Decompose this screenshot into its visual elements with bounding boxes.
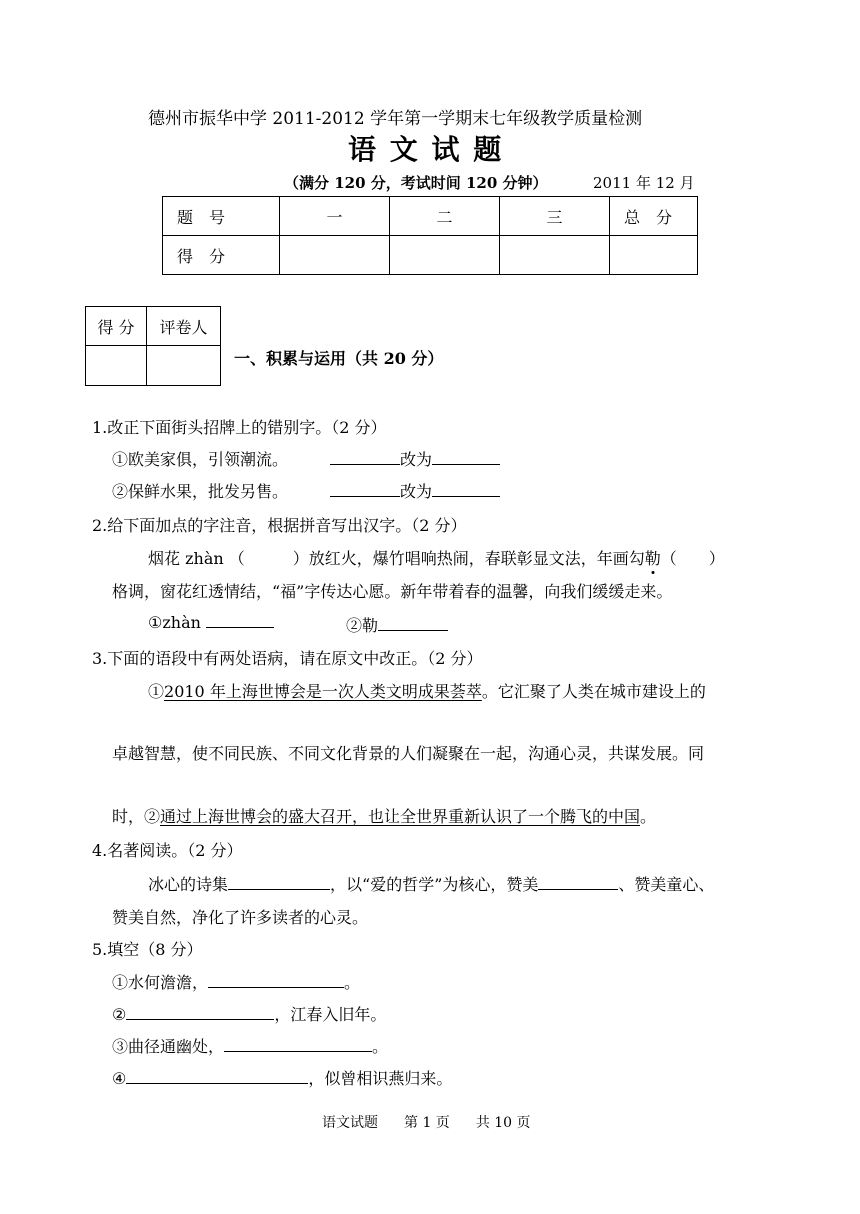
q3-stem: 3.下面的语段中有两处语病，请在原文中改正。（2 分） xyxy=(92,649,483,668)
q2-line2: 格调，窗花红透情结，“福”字传达心愿。新年带着春的温馨，向我们缓缓走来。 xyxy=(112,582,673,601)
q1-answer2 xyxy=(330,479,500,502)
q2-dotted-char: 勒 xyxy=(644,549,661,568)
q5-blank4[interactable] xyxy=(126,1069,308,1084)
score-row-label: 得 分 xyxy=(163,236,280,275)
q2-blank1[interactable] xyxy=(206,613,274,628)
q5-item3 xyxy=(112,1034,388,1057)
q3-line1-rest: 。它汇聚了人类在城市建设上的 xyxy=(481,682,706,701)
score-header-cell: 总 分 xyxy=(610,197,698,236)
q1-item1: ①欧美家俱，引领潮流。 xyxy=(112,450,289,469)
q4-text-a: 冰心的诗集 xyxy=(148,875,229,894)
q1-blank2a[interactable] xyxy=(330,482,400,497)
q5-blank2[interactable] xyxy=(126,1005,274,1020)
grader-score-cell[interactable] xyxy=(86,346,147,386)
score-header-cell: 一 xyxy=(280,197,390,236)
q4-text-c: 、赞美童心、 xyxy=(618,875,715,894)
q5-item1-end: 。 xyxy=(344,973,361,992)
q1-blank2b[interactable] xyxy=(432,482,500,497)
q5-item4-text: ，似曾相识燕归来。 xyxy=(308,1069,453,1088)
footer-page-number: 第 1 页 xyxy=(404,1115,450,1131)
q3-line3 xyxy=(112,804,656,827)
q4-line1 xyxy=(148,872,714,895)
q2-line1 xyxy=(148,546,725,569)
q4-blank2[interactable] xyxy=(538,875,618,890)
score-input-cell[interactable] xyxy=(610,236,698,275)
q5-stem: 5.填空（8 分） xyxy=(92,940,203,959)
score-input-cell[interactable] xyxy=(390,236,500,275)
exam-title: 语 文 试 题 xyxy=(348,133,504,166)
q4-stem: 4.名著阅读。（2 分） xyxy=(92,841,243,860)
grader-score-label: 得 分 xyxy=(86,307,147,346)
q2-ans1-label: ①zhàn xyxy=(148,613,201,632)
q2-ans2-label: ②勒 xyxy=(346,616,379,635)
change-to-label: 改为 xyxy=(400,482,433,501)
q5-item4 xyxy=(112,1066,452,1089)
q3-underlined1: 2010 年上海世博会是一次人类文明成果荟萃 xyxy=(164,682,482,701)
q5-item1-text: ①水何澹澹， xyxy=(112,973,209,992)
q3-marker2: 时，② xyxy=(112,807,161,826)
q4-blank1[interactable] xyxy=(228,875,330,890)
q2-blank2[interactable] xyxy=(378,616,448,631)
score-input-cell[interactable] xyxy=(280,236,390,275)
score-header-cell: 三 xyxy=(500,197,610,236)
footer-total-pages: 共 10 页 xyxy=(475,1115,531,1131)
q4-line2: 赞美自然，净化了许多读者的心灵。 xyxy=(112,908,369,927)
score-header-cell: 二 xyxy=(390,197,500,236)
grader-name-cell[interactable] xyxy=(147,346,221,386)
grader-box xyxy=(85,306,221,386)
grader-name-label: 评卷人 xyxy=(147,307,221,346)
score-header-cell: 题 号 xyxy=(163,197,280,236)
school-line: 德州市振华中学 2011-2012 学年第一学期末七年级教学质量检测 xyxy=(148,109,643,129)
q3-line2: 卓越智慧，使不同民族、不同文化背景的人们凝聚在一起，沟通心灵，共谋发展。同 xyxy=(112,744,705,763)
q1-blank1b[interactable] xyxy=(432,450,500,465)
score-table xyxy=(162,196,698,275)
q5-item4-marker: ④ xyxy=(112,1069,127,1088)
q5-item3-end: 。 xyxy=(372,1037,389,1056)
q2-answer2 xyxy=(346,613,448,636)
q5-blank3[interactable] xyxy=(224,1037,372,1052)
q3-line1 xyxy=(148,679,706,702)
q1-answer1 xyxy=(330,447,500,470)
q5-item2 xyxy=(112,1002,386,1025)
q3-marker1: ① xyxy=(148,682,165,701)
footer-subject: 语文试题 xyxy=(322,1115,378,1131)
q4-text-b: ，以“爱的哲学”为核心，赞美 xyxy=(330,875,539,894)
exam-meta: （满分 120 分，考试时间 120 分钟） xyxy=(284,174,548,192)
section-title: 一、积累与运用（共 20 分） xyxy=(234,349,444,368)
change-to-label: 改为 xyxy=(400,450,433,469)
q2-answer1 xyxy=(148,613,274,632)
footer xyxy=(322,1112,531,1132)
q2-stem: 2.给下面加点的字注音，根据拼音写出汉字。（2 分） xyxy=(92,516,467,535)
q1-blank1a[interactable] xyxy=(330,450,400,465)
q2-line1-paren: （ ） xyxy=(660,549,725,568)
q5-item2-marker: ② xyxy=(112,1005,127,1024)
exam-date: 2011 年 12 月 xyxy=(593,174,695,192)
q3-underlined2: 通过上海世博会的盛大召开，也让全世界重新认识了一个腾飞的中国 xyxy=(160,807,641,826)
q1-item2: ②保鲜水果，批发另售。 xyxy=(112,482,289,501)
q3-line3-rest: 。 xyxy=(640,807,657,826)
q1-stem: 1.改正下面街头招牌上的错别字。（2 分） xyxy=(92,418,387,437)
score-input-cell[interactable] xyxy=(500,236,610,275)
q2-line1-text: 烟花 zhàn （ ）放红火，爆竹唱响热闹，春联彰显文法，年画勾 xyxy=(148,549,645,568)
q5-item1 xyxy=(112,970,360,993)
q5-blank1[interactable] xyxy=(208,973,344,988)
q5-item2-text: ，江春入旧年。 xyxy=(274,1005,387,1024)
q5-item3-text: ③曲径通幽处， xyxy=(112,1037,225,1056)
